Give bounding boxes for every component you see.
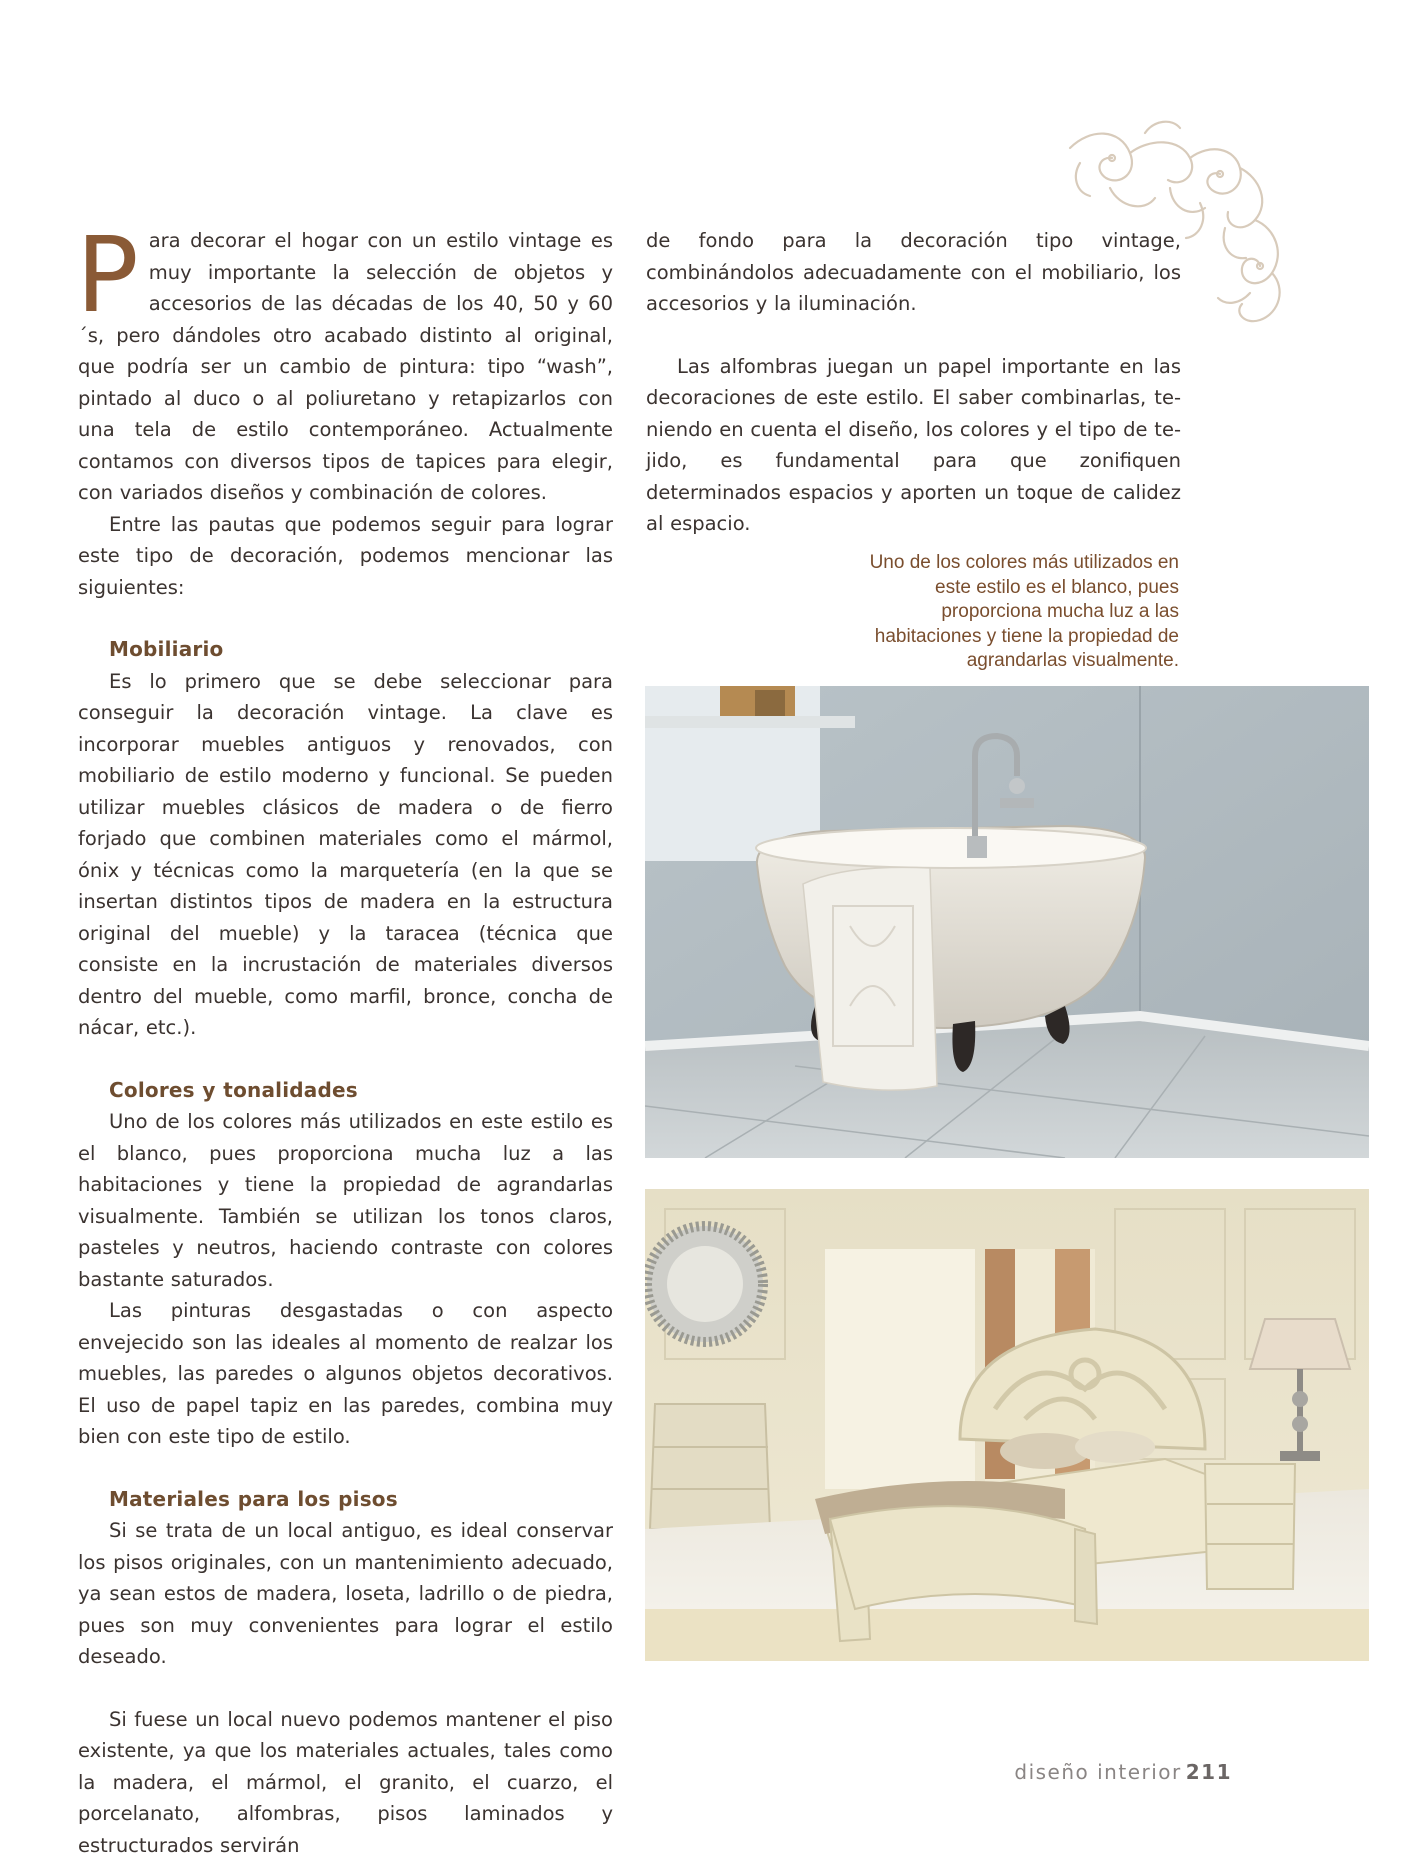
page-number: 211 bbox=[1186, 1760, 1232, 1784]
paragraph-colores-2: Las pinturas desgastadas o con aspecto envejecido son las ideales al momento de realzar los muebles, las paredes o algunos objetos decorativos. El uso de papel tapiz en las paredes, combina muy bien con este tipo de estilo. bbox=[78, 1295, 613, 1453]
photo-vintage-bedroom bbox=[645, 1189, 1369, 1661]
paragraph-alfombras: Las alfombras juegan un papel importante en las decoraciones de este estilo. El saber combinarlas, teniendo en cuenta el diseño, los colores y el tipo de tejido, es fundamental para que zonifiquen determinados espacios y aporten un toque de calidez al espacio. bbox=[646, 351, 1181, 540]
photo-freestanding-bathtub bbox=[645, 686, 1369, 1158]
paragraph-colores-1: Uno de los colores más utilizados en este estilo es el blanco, pues proporciona mucha luz a las habitaciones y tiene la propiedad de agrandarlas visualmente. También se utilizan los tonos claros, pasteles y neutros, haciendo contraste con colores bastante saturados. bbox=[78, 1106, 613, 1295]
footer-section-title: diseño interior bbox=[1014, 1760, 1181, 1784]
drop-cap: P bbox=[76, 233, 139, 317]
intro-paragraph: Para decorar el hogar con un estilo vintage es muy importante la selección de objetos y accesorios de las décadas de los 40, 50 y 60´s, pero dándoles otro acabado distinto al original, que podría ser un cambio de pintura: tipo “wash”, pintado al duco o al poliuretano y retapizarlos con una tela de estilo contemporáneo. Actualmente contamos con diversos tipos de tapices para elegir, con variados diseños y combinación de colores. bbox=[78, 225, 613, 509]
paragraph-continuation: de fondo para la decoración tipo vintage, combinándolos adecuadamente con el mobiliario, los accesorios y la iluminación. bbox=[646, 225, 1181, 320]
photo-caption: Uno de los colores más utilizados en este estilo es el blanco, pues proporciona mucha luz a las habitaciones y tiene la propiedad de agrandarlas visualmente. bbox=[830, 551, 1179, 674]
paragraph-pisos-1: Si se trata de un local antiguo, es ideal conservar los pisos originales, con un mantenimiento adecuado, ya sean estos de madera, loseta, ladrillo o de piedra, pues son muy convenientes para lograr el estilo deseado. bbox=[78, 1515, 613, 1673]
article-right-column bbox=[646, 225, 1181, 540]
article-left-column bbox=[78, 225, 613, 1861]
section-heading-mobiliario: Mobiliario bbox=[109, 634, 613, 666]
paragraph-mobiliario: Es lo primero que se debe seleccionar para conseguir la decoración vintage. La clave es incorporar muebles antiguos y renovados, con mobiliario de estilo moderno y funcional. Se pueden utilizar muebles clásicos de madera o de fierro forjado que combinen materiales como el mármol, ónix y técnicas como la marquetería (en la que se insertan distintos tipos de madera en la estructura original del mueble) y la taracea (técnica que consiste en la incrustación de materiales diversos dentro del mueble, como marfil, bronce, concha de nácar, etc.). bbox=[78, 666, 613, 1044]
paragraph-pisos-2: Si fuese un local nuevo podemos mantener el piso existente, ya que los materiales actuales, tales como la madera, el mármol, el granito, el cuarzo, el porcelanato, alfombras, pisos laminados y estructurados servirán bbox=[78, 1704, 613, 1861]
intro-paragraph-2: Entre las pautas que podemos seguir para lograr este tipo de decoración, podemos mencionar las siguientes: bbox=[78, 509, 613, 604]
section-heading-pisos: Materiales para los pisos bbox=[109, 1484, 613, 1516]
section-heading-colores: Colores y tonalidades bbox=[109, 1075, 613, 1107]
page-footer bbox=[1014, 1760, 1232, 1784]
